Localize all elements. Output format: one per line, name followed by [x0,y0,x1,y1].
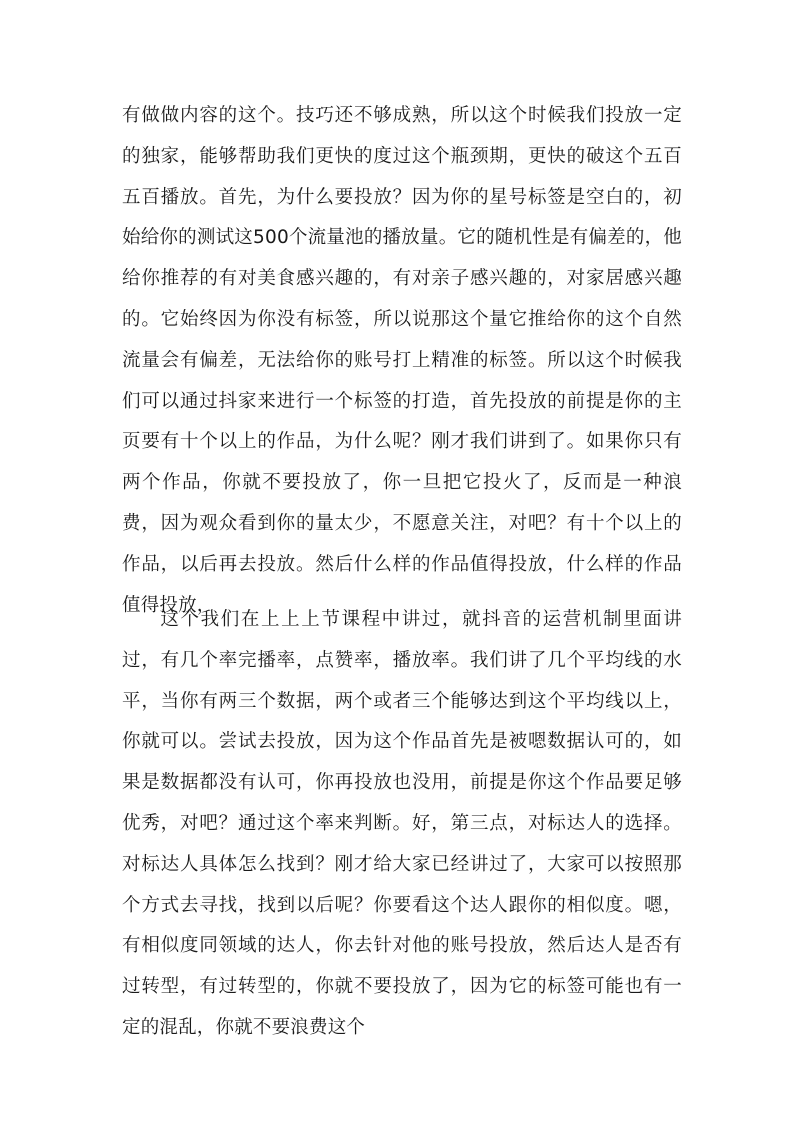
paragraph-1: 有做做内容的这个。技巧还不够成熟，所以这个时候我们投放一定的独家，能够帮助我们更快的度过这个瓶颈期，更快的破这个五百五百播放。首先，为什么要投放？因为你的星号标签是空白的，初始给你的测试这500个流量池的播放量。它的随机性是有偏差的，他给你推荐的有对美食感兴趣的，有对亲子感兴趣的，对家居感兴趣的。它始终因为你没有标签，所以说那这个量它推给你的这个自然流量会有偏差，无法给你的账号打上精准的标签。所以这个时候我们可以通过抖家来进行一个标签的打造，首先投放的前提是你的主页要有十个以上的作品，为什么呢？刚才我们讲到了。如果你只有两个作品，你就不要投放了，你一旦把它投火了，反而是一种浪费，因为观众看到你的量太少，不愿意关注，对吧？有十个以上的作品，以后再去投放。然后什么样的作品值得投放，什么样的作品值得投放， [122,105,682,616]
paragraph-2-container [122,600,682,1049]
paragraph-2: 这个我们在上上上节课程中讲过，就抖音的运营机制里面讲过，有几个率完播率，点赞率，播放率。我们讲了几个平均线的水平，当你有两三个数据，两个或者三个能够达到这个平均线以上，你就可以。尝试去投放，因为这个作品首先是被嗯数据认可的，如果是数据都没有认可，你再投放也没用，前提是你这个作品要足够优秀，对吧？通过这个率来判断。好，第三点，对标达人的选择。对标达人具体怎么找到？刚才给大家已经讲过了，大家可以按照那个方式去寻找，找到以后呢？你要看这个达人跟你的相似度。嗯，有相似度同领域的达人，你去针对他的账号投放，然后达人是否有过转型，有过转型的，你就不要投放了，因为它的标签可能也有一定的混乱，你就不要浪费这个 [122,609,682,1038]
